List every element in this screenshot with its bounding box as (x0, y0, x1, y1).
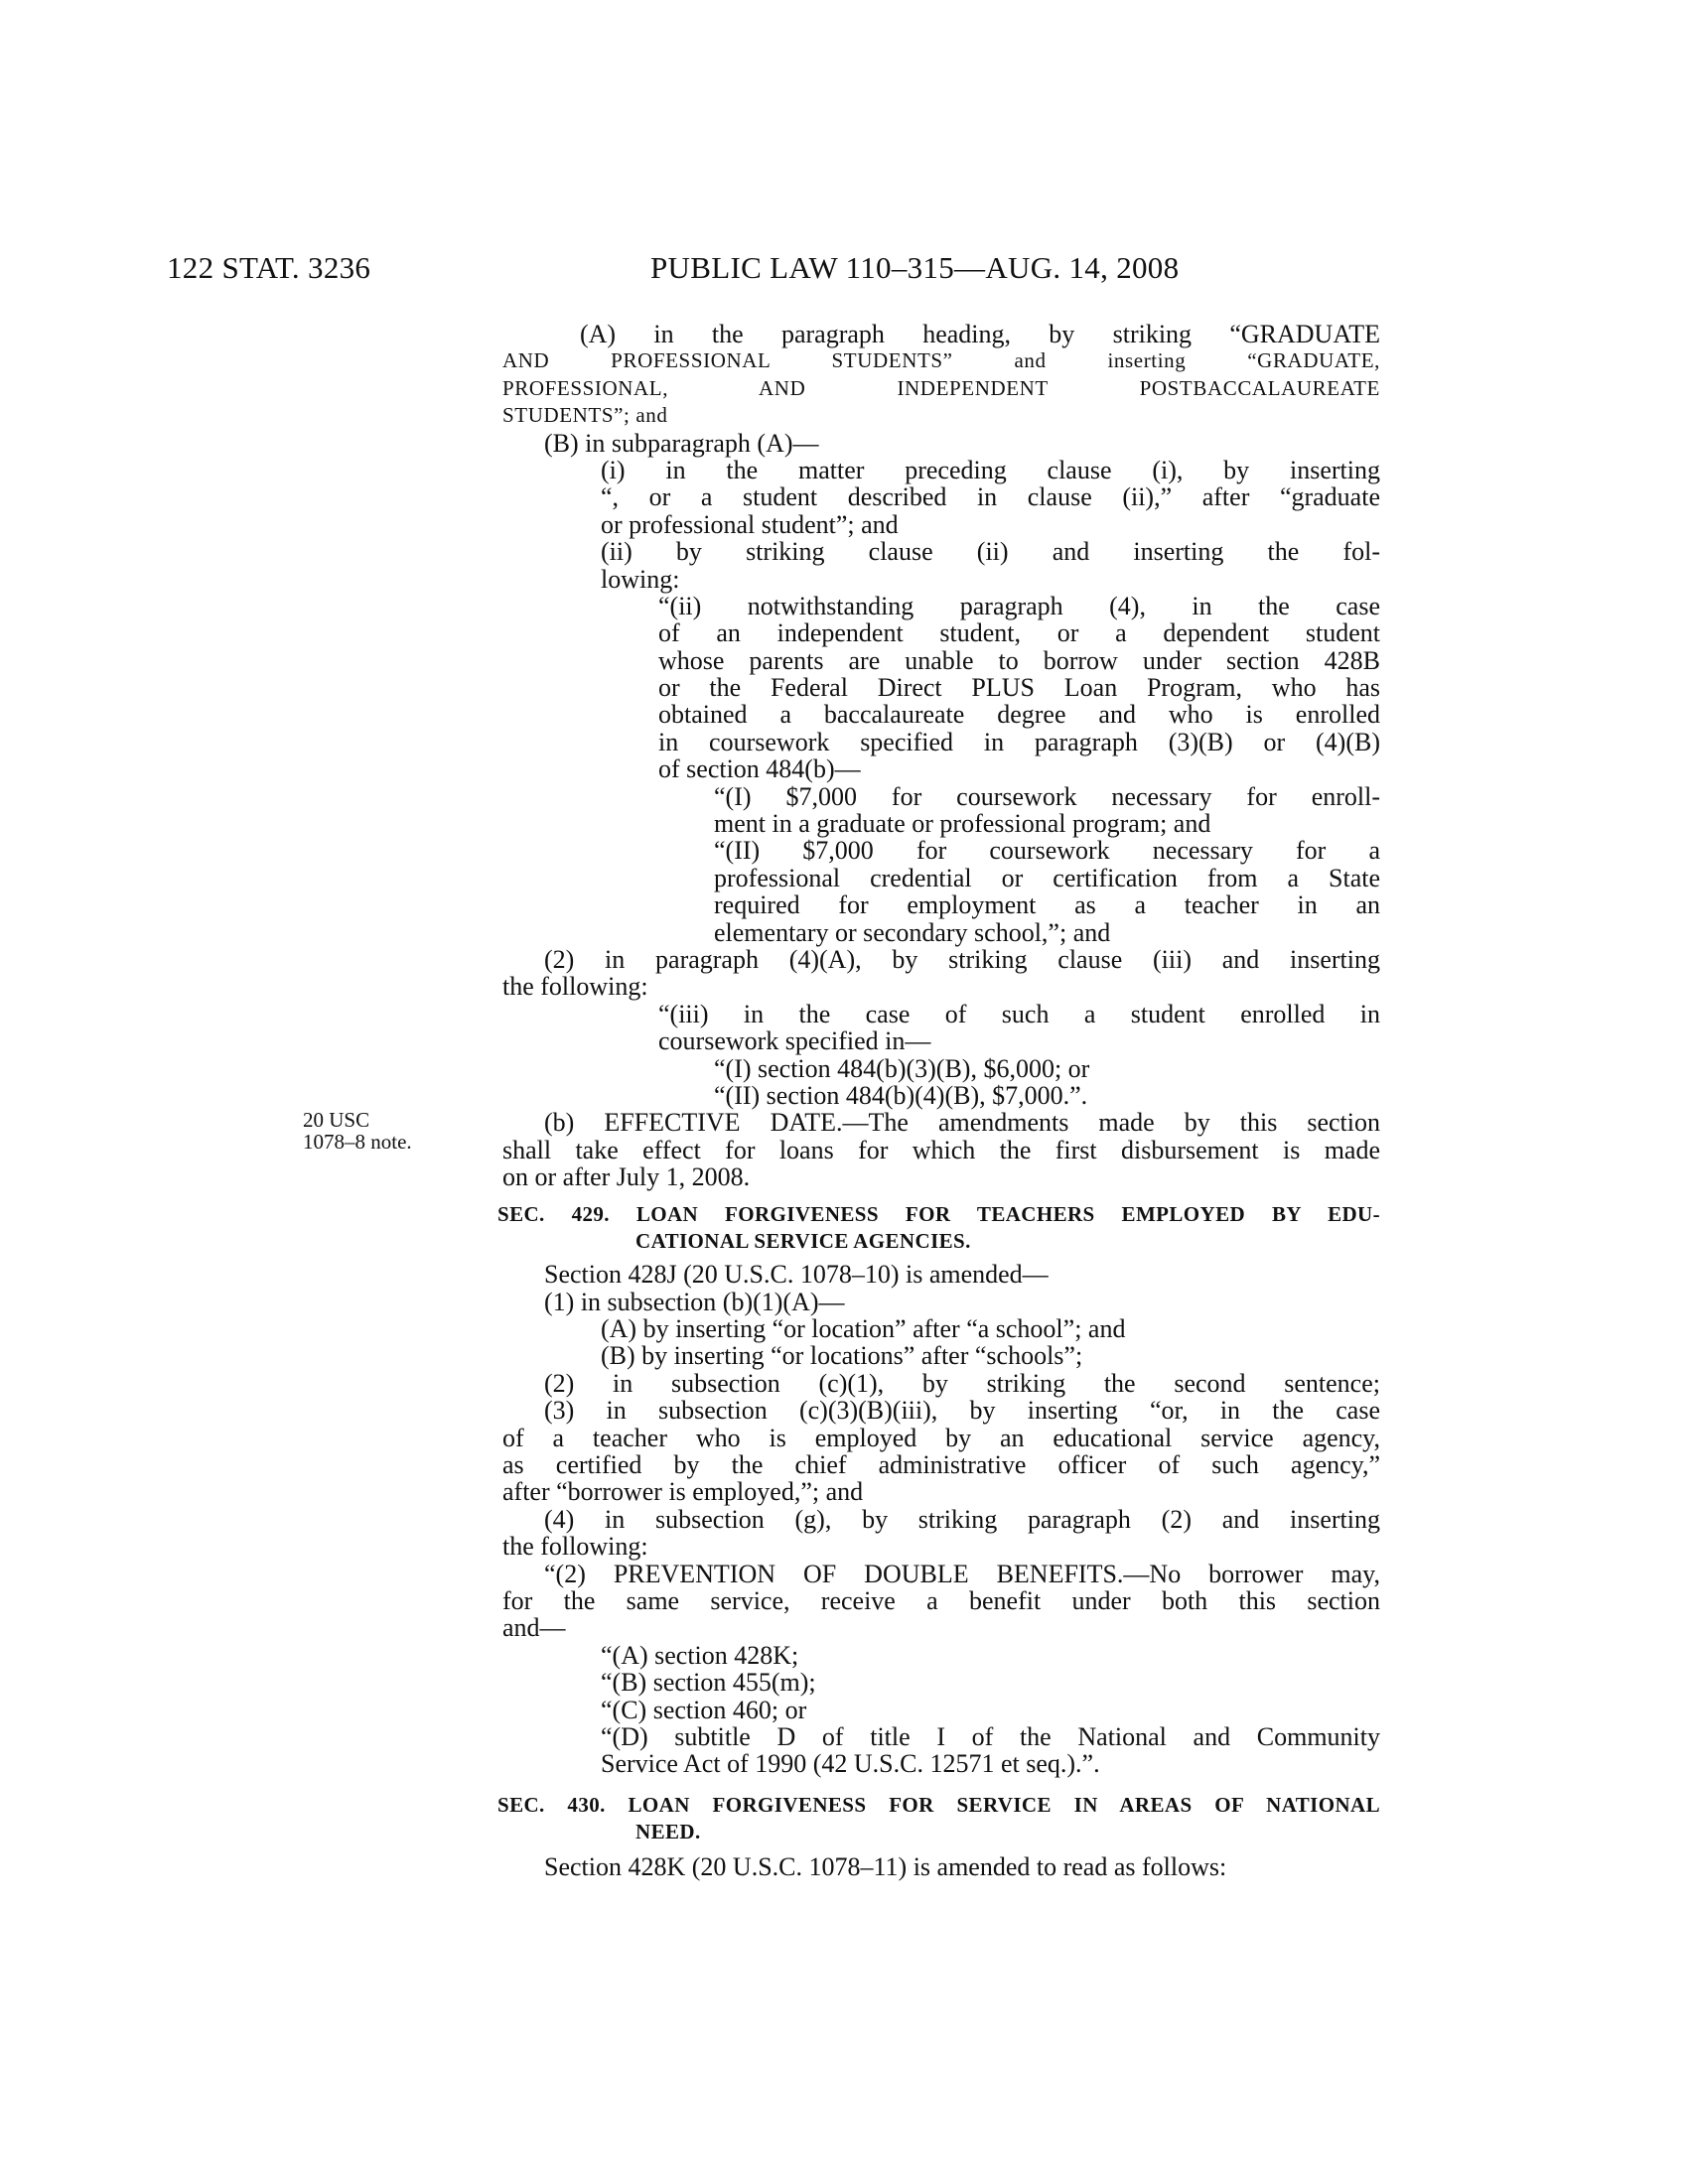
text-line: (2) in paragraph (4)(A), by striking clause (iii) and inserting (544, 944, 1380, 974)
text-line: “(ii) notwithstanding paragraph (4), in the case (658, 591, 1380, 620)
text-line: of an independent student, or a dependent student (658, 618, 1380, 648)
section-heading-line: SEC. 429. LOAN FORGIVENESS FOR TEACHERS EMPLOYED BY EDU- (497, 1201, 1380, 1226)
text-line: and— (502, 1613, 566, 1643)
text-line: (3) in subsection (c)(3)(B)(iii), by inserting “or, in the case (544, 1396, 1380, 1426)
statute-page-reference: 122 STAT. 3236 (167, 250, 371, 285)
text-line: or the Federal Direct PLUS Loan Program, who has (658, 673, 1380, 703)
text-line: (i) in the matter preceding clause (i), by inserting (601, 455, 1380, 484)
text-line: (1) in subsection (b)(1)(A)— (544, 1287, 845, 1316)
text-line: required for employment as a teacher in an (714, 890, 1380, 920)
text-line: “(I) $7,000 for coursework necessary for enroll- (714, 781, 1380, 811)
text-line: in coursework specified in paragraph (3)(B) or (4)(B) (658, 727, 1380, 756)
text-line: as certified by the chief administrative officer of such agency,” (502, 1450, 1380, 1480)
text-line: (4) in subsection (g), by striking paragraph (2) and inserting (544, 1504, 1380, 1534)
text-line: AND PROFESSIONAL STUDENTS” and inserting “GRADUATE, (502, 348, 1380, 373)
document-body (497, 320, 1380, 1882)
margin-note-line: 1078–8 note. (303, 1130, 412, 1154)
text-line: on or after July 1, 2008. (502, 1162, 751, 1192)
text-line: (ii) by striking clause (ii) and inserting the fol- (601, 537, 1380, 567)
text-line: ment in a graduate or professional program; and (714, 809, 1211, 839)
text-line: (b) EFFECTIVE DATE.—The amendments made by this section (544, 1108, 1380, 1138)
text-line: coursework specified in— (658, 1026, 931, 1056)
text-line: PROFESSIONAL, AND INDEPENDENT POSTBACCALAUREATE (502, 375, 1380, 400)
text-line: “(I) section 484(b)(3)(B), $6,000; or (714, 1053, 1090, 1083)
text-line: “(II) $7,000 for coursework necessary for a (714, 836, 1380, 866)
text-line: (A) in the paragraph heading, by striking “GRADUATE (580, 320, 1380, 348)
text-line: obtained a baccalaureate degree and who is enrolled (658, 700, 1380, 730)
text-line: whose parents are unable to borrow under section 428B (658, 645, 1380, 675)
text-line: “(C) section 460; or (601, 1695, 807, 1724)
text-line: “(D) subtitle D of title I of the National and Community (601, 1721, 1380, 1751)
text-line: “(2) PREVENTION OF DOUBLE BENEFITS.—No borrower may, (544, 1559, 1380, 1588)
text-line: STUDENTS”; and (502, 403, 668, 428)
text-line: Section 428J (20 U.S.C. 1078–10) is amended— (544, 1260, 1049, 1290)
text-line: shall take effect for loans for which the first disbursement is made (502, 1135, 1380, 1164)
section-heading-line: CATIONAL SERVICE AGENCIES. (635, 1228, 971, 1253)
margin-note-line: 20 USC (303, 1108, 370, 1132)
text-line: after “borrower is employed,”; and (502, 1477, 864, 1507)
page-title: PUBLIC LAW 110–315—AUG. 14, 2008 (650, 250, 1180, 285)
text-line: (2) in subsection (c)(1), by striking the second sentence; (544, 1368, 1380, 1398)
text-line: “(A) section 428K; (601, 1640, 799, 1670)
text-line: “(iii) in the case of such a student enrolled in (658, 999, 1380, 1028)
text-line: of section 484(b)— (658, 754, 861, 784)
text-line: “(II) section 484(b)(4)(B), $7,000.”. (714, 1080, 1088, 1110)
margin-citation-note (303, 1109, 412, 1153)
text-line: (B) in subparagraph (A)— (544, 428, 819, 458)
text-line: elementary or secondary school,”; and (714, 917, 1111, 947)
section-heading-line: SEC. 430. LOAN FORGIVENESS FOR SERVICE IN AREAS OF NATIONAL (497, 1792, 1380, 1817)
text-line: “, or a student described in clause (ii),” after “graduate (601, 482, 1380, 512)
text-line: the following: (502, 1532, 648, 1562)
text-line: (A) by inserting “or location” after “a school”; and (601, 1314, 1126, 1344)
text-line: professional credential or certification from a State (714, 863, 1380, 892)
text-line: “(B) section 455(m); (601, 1668, 816, 1698)
text-line: or professional student”; and (601, 509, 899, 539)
text-line: lowing: (601, 564, 680, 594)
text-line: (B) by inserting “or locations” after “schools”; (601, 1341, 1083, 1371)
text-line: Section 428K (20 U.S.C. 1078–11) is amended to read as follows: (544, 1852, 1227, 1882)
section-heading-line: NEED. (635, 1820, 701, 1844)
text-line: the following: (502, 972, 648, 1002)
text-line: for the same service, receive a benefit under both this section (502, 1585, 1380, 1615)
text-line: of a teacher who is employed by an educational service agency, (502, 1423, 1380, 1452)
text-line: Service Act of 1990 (42 U.S.C. 12571 et seq.).”. (601, 1749, 1100, 1779)
